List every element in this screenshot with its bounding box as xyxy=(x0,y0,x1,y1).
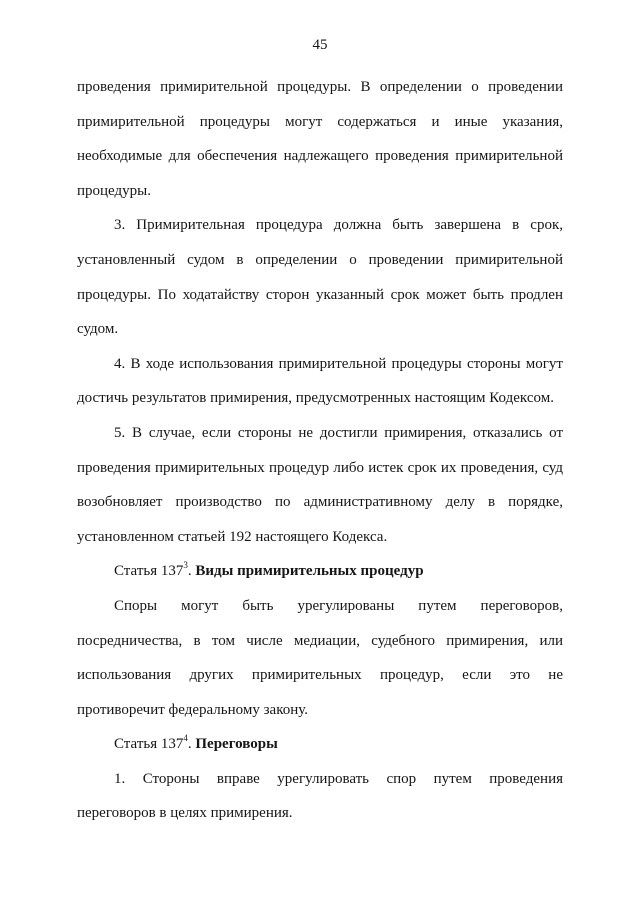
article-separator: . xyxy=(187,736,196,753)
article-137-4-text: 1. Стороны вправе урегулировать спор путем проведения переговоров в целях примирения. xyxy=(77,770,563,822)
article-137-3-text: Споры могут быть урегулированы путем переговоров, посредничества, в том числе медиации, судебного примирения, или использования других примирительных процедур, если это не противоречит федеральному закону. xyxy=(77,597,563,718)
article-superscript: 4 xyxy=(183,733,188,744)
article-separator: . xyxy=(187,563,196,580)
paragraph-continuation: проведения примирительной процедуры. В определении о проведении примирительной процедуры могут содержаться и иные указания, необходимые для обеспечения надлежащего проведения примирительной процедуры. xyxy=(77,79,563,199)
paragraph-item-5: 5. В случае, если стороны не достигли примирения, отказались от проведения примирительных процедур либо истек срок их проведения, суд возобновляет производство по административному делу в порядке, установленном статьей 192 настоящего Кодекса. xyxy=(77,424,563,545)
article-prefix: Статья 137 xyxy=(114,563,184,580)
article-heading-137-3 xyxy=(77,554,563,589)
article-title: Виды примирительных процедур xyxy=(195,563,424,580)
document-body xyxy=(77,70,563,831)
page-number: 45 xyxy=(312,37,328,53)
article-title: Переговоры xyxy=(195,736,278,753)
article-prefix: Статья 137 xyxy=(114,736,184,753)
article-superscript: 3 xyxy=(183,560,188,571)
article-heading-137-4 xyxy=(77,727,563,762)
paragraph-item-3: 3. Примирительная процедура должна быть завершена в срок, установленный судом в определении о проведении примирительной процедуры. По ходатайству сторон указанный срок может быть продлен судом. xyxy=(77,217,563,338)
paragraph-item-4: 4. В ходе использования примирительной процедуры стороны могут достичь результатов примирения, предусмотренных настоящим Кодексом. xyxy=(77,355,563,407)
